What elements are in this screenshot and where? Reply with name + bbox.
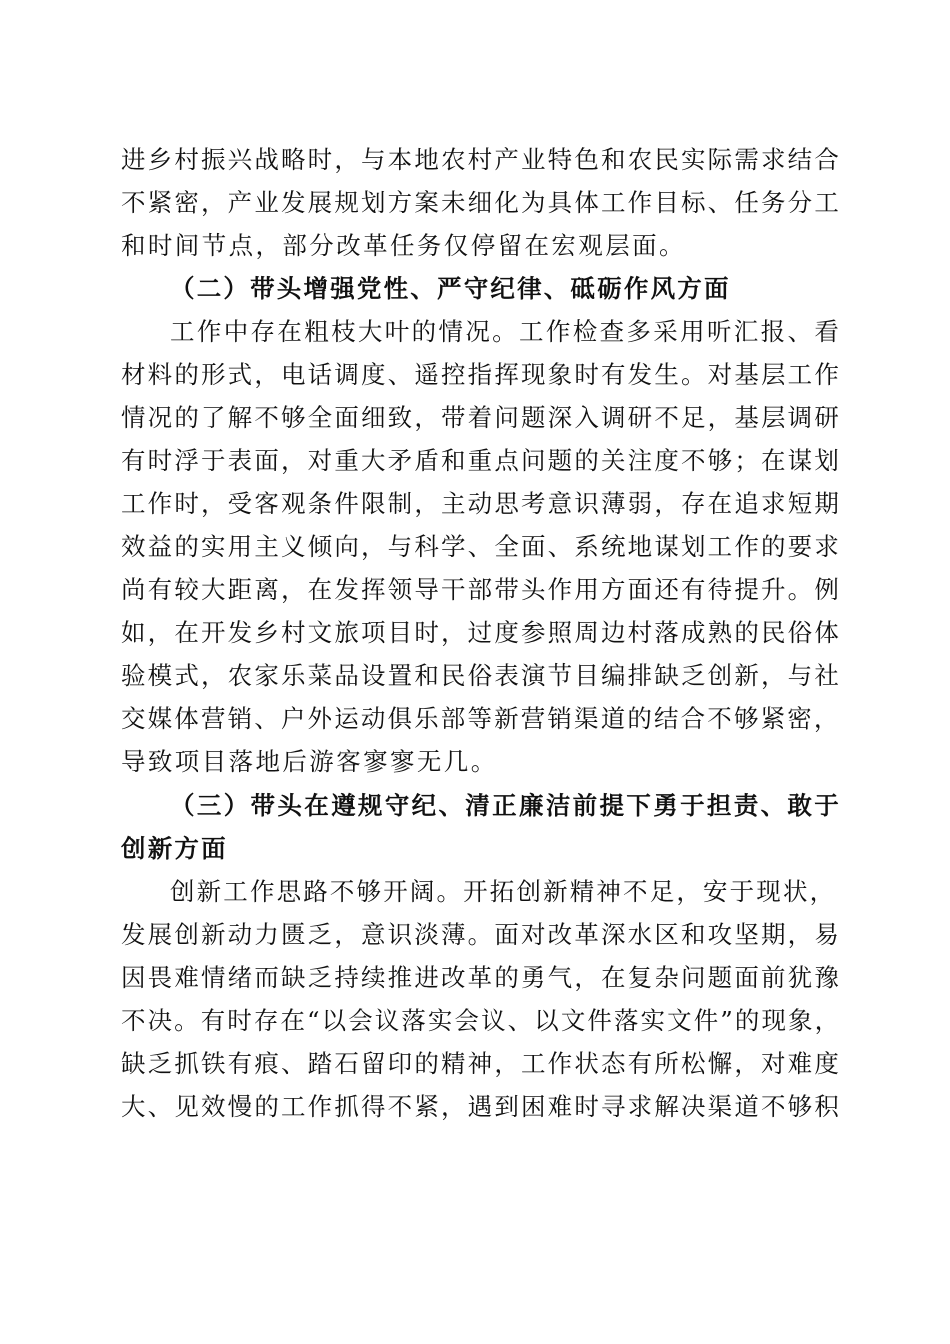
- paragraph-line: 不决。有时存在“以会议落实会议、以文件落实文件”的现象，: [121, 1006, 841, 1035]
- paragraph-line: 缺乏抓铁有痕、踏石留印的精神，工作状态有所松懈，对难度: [121, 1049, 841, 1078]
- paragraph-line: 进乡村振兴战略时，与本地农村产业特色和农民实际需求结合: [121, 145, 841, 174]
- paragraph-line: 材料的形式，电话调度、遥控指挥现象时有发生。对基层工作: [121, 360, 841, 389]
- paragraph-line: 发展创新动力匮乏，意识淡薄。面对改革深水区和攻坚期，易: [121, 920, 841, 949]
- paragraph-line: 大、见效慢的工作抓得不紧，遇到困难时寻求解决渠道不够积: [121, 1092, 841, 1121]
- paragraph-line: 工作时，受客观条件限制，主动思考意识薄弱，存在追求短期: [121, 489, 841, 518]
- paragraph-line: 因畏难情绪而缺乏持续推进改革的勇气，在复杂问题面前犹豫: [121, 963, 841, 992]
- paragraph-line: 工作中存在粗枝大叶的情况。工作检查多采用听汇报、看: [170, 317, 841, 346]
- paragraph-line: 尚有较大距离，在发挥领导干部带头作用方面还有待提升。例: [121, 575, 841, 604]
- paragraph-line: 如，在开发乡村文旅项目时，过度参照周边村落成熟的民俗体: [121, 618, 841, 647]
- paragraph-line: 创新工作思路不够开阔。开拓创新精神不足，安于现状，: [170, 877, 837, 906]
- section-heading: （二）带头增强党性、严守纪律、砥砺作风方面: [170, 274, 731, 303]
- paragraph-line: 不紧密，产业发展规划方案未细化为具体工作目标、任务分工: [121, 188, 841, 217]
- paragraph-line: 情况的了解不够全面细致，带着问题深入调研不足，基层调研: [121, 403, 841, 432]
- paragraph-line: 和时间节点，部分改革任务仅停留在宏观层面。: [121, 231, 686, 260]
- section-heading-continuation: 创新方面: [121, 834, 228, 863]
- paragraph-line: 效益的实用主义倾向，与科学、全面、系统地谋划工作的要求: [121, 532, 841, 561]
- section-heading: （三）带头在遵规守纪、清正廉洁前提下勇于担责、敢于: [170, 791, 841, 820]
- paragraph-line: 有时浮于表面，对重大矛盾和重点问题的关注度不够；在谋划: [121, 446, 841, 475]
- paragraph-line: 交媒体营销、户外运动俱乐部等新营销渠道的结合不够紧密，: [121, 704, 841, 733]
- paragraph-line: 验模式，农家乐菜品设置和民俗表演节目编排缺乏创新，与社: [121, 661, 841, 690]
- paragraph-line: 导致项目落地后游客寥寥无几。: [121, 747, 498, 776]
